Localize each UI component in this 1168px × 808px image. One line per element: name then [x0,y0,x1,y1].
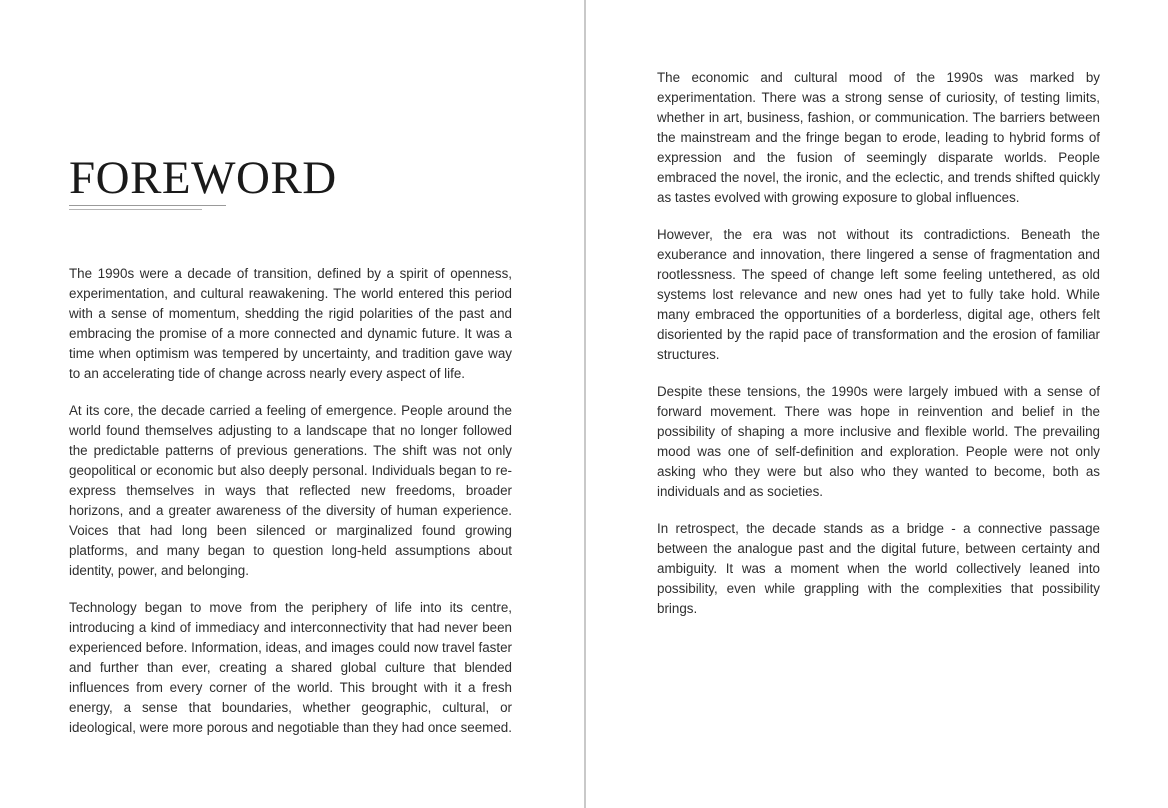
paragraph: In retrospect, the decade stands as a bridge - a connective passage between the analogue past and the digital future, between certainty and ambiguity. It was a moment when the world collectively leaned into possibility, even while grappling with the complexities that possibility brings. [657,521,1100,616]
right-text-column [657,68,1100,636]
title-underline [69,205,226,206]
right-page [586,0,1168,808]
left-text-column [69,264,512,755]
paragraph: The 1990s were a decade of transition, defined by a spirit of openness, experimentation, and cultural reawakening. The world entered this period with a sense of momentum, shedding the rigid polarities of the past and embracing the promise of a more connected and dynamic future. It was a time when optimism was tempered by uncertainty, and tradition gave way to an accelerating tide of change across nearly every aspect of life. [69,266,512,381]
paragraph: Despite these tensions, the 1990s were largely imbued with a sense of forward movement. There was hope in reinvention and belief in the possibility of shaping a more inclusive and flexible world. The prevailing mood was one of self-definition and exploration. People were not only asking who they were but also who they wanted to become, both as individuals and as societies. [657,384,1100,499]
paragraph: At its core, the decade carried a feeling of emergence. People around the world found themselves adjusting to a landscape that no longer followed the predictable patterns of previous generations. The shift was not only geopolitical or economic but also deeply personal. Individuals began to re-express themselves in ways that reflected new freedoms, broader horizons, and a greater awareness of the diversity of human experience. Voices that had long been silenced or marginalized found growing platforms, and many began to question long-held assumptions about identity, power, and belonging. [69,403,512,578]
paragraph: Technology began to move from the periphery of life into its centre, introducing a kind of immediacy and interconnectivity that had never been experienced before. Information, ideas, and images could now travel faster and further than ever, creating a shared global culture that blended influences from every corner of the world. This brought with it a fresh energy, a sense that boundaries, whether geographic, cultural, or ideological, were more porous and negotiable than they had once seemed. [69,600,512,735]
title-underline-secondary [69,209,202,210]
paragraph: However, the era was not without its contradictions. Beneath the exuberance and innovation, there lingered a sense of fragmentation and rootlessness. The speed of change left some feeling untethered, as old systems lost relevance and new ones had yet to fully take hold. While many embraced the opportunities of a borderless, digital age, others felt disoriented by the rapid pace of transformation and the erosion of familiar structures. [657,227,1100,362]
page-title: FOREWORD [69,152,337,204]
paragraph: The economic and cultural mood of the 1990s was marked by experimentation. There was a strong sense of curiosity, of testing limits, whether in art, business, fashion, or communication. The barriers between the mainstream and the fringe began to erode, leading to hybrid forms of expression and the fusion of seemingly disparate worlds. People embraced the novel, the ironic, and the eclectic, and trends shifted quickly as tastes evolved with growing exposure to global influences. [657,70,1100,205]
